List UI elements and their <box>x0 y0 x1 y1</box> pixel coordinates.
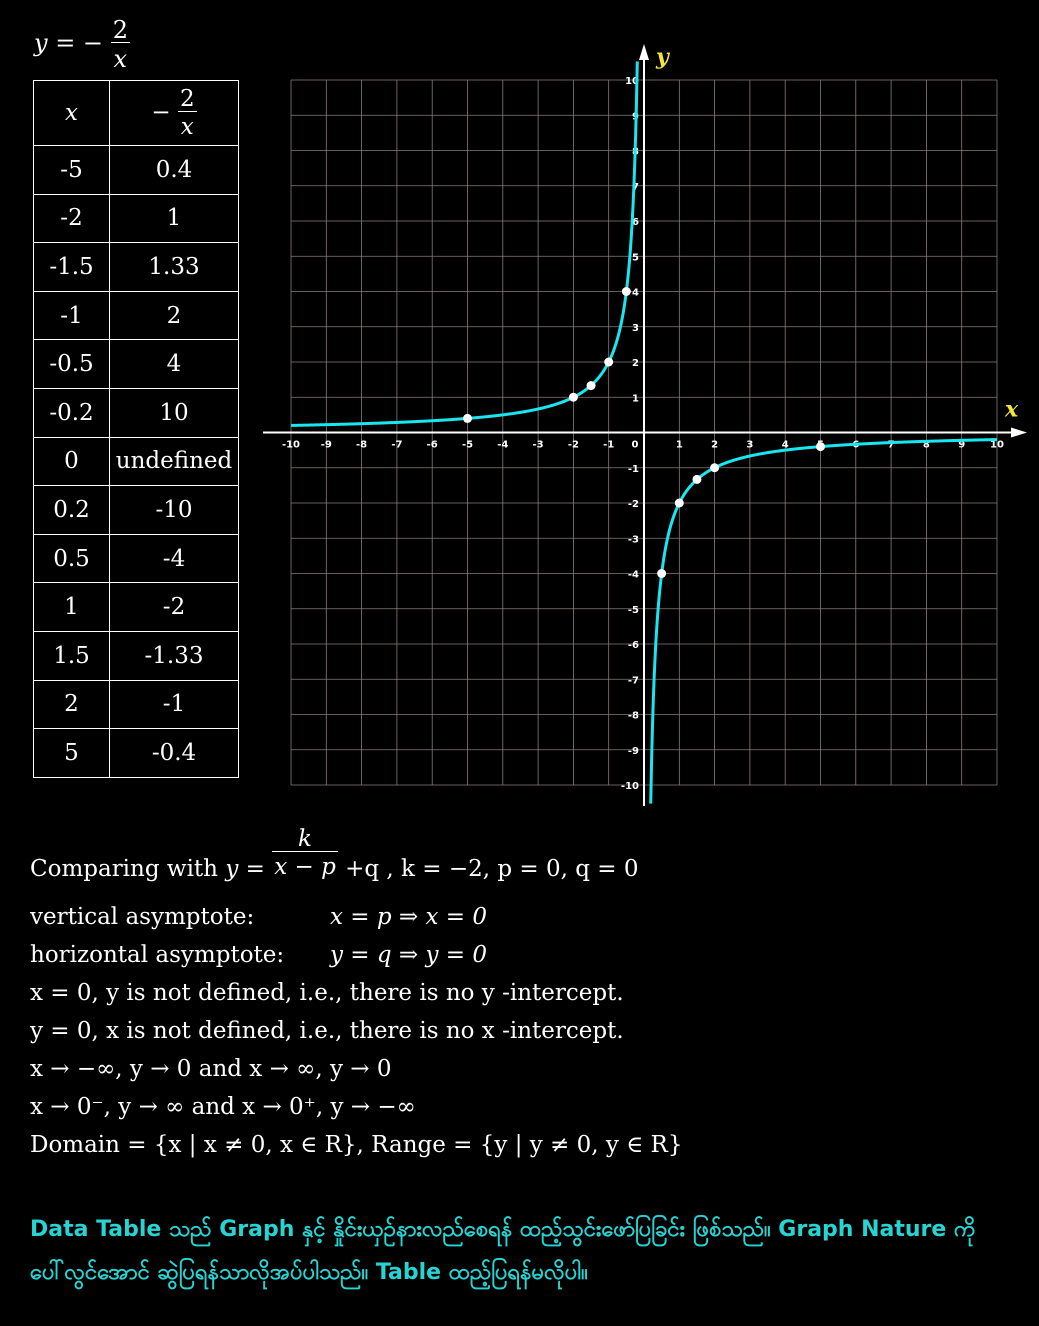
x-tick-label: 2 <box>711 439 719 451</box>
title-fraction <box>111 18 130 71</box>
horizontal-asymptote-line <box>30 942 488 968</box>
cell-x: 5 <box>34 729 110 778</box>
x-tick-label: -7 <box>391 439 403 451</box>
y-tick-label: 10 <box>625 76 639 87</box>
axes <box>263 44 1027 806</box>
y-tick-label: 5 <box>632 252 639 264</box>
cell-y: -4 <box>110 534 239 583</box>
curve-right-branch <box>651 440 997 804</box>
curve-left-branch <box>291 61 637 425</box>
x-tick-label: -3 <box>532 439 544 451</box>
title-numerator: 2 <box>112 16 128 44</box>
header-fx-sign: − <box>151 99 171 125</box>
cell-x: 0 <box>34 437 110 486</box>
cell-x: -0.2 <box>34 388 110 437</box>
cell-y: 1.33 <box>110 243 239 292</box>
cell-x: -1 <box>34 291 110 340</box>
ha-value: y = q ⇒ y = 0 <box>330 942 488 968</box>
table-row <box>34 729 239 778</box>
header-fx-numerator: 2 <box>179 85 195 112</box>
va-label: vertical asymptote: <box>30 904 255 930</box>
cell-y: -10 <box>110 486 239 535</box>
x-tick-label: 6 <box>852 439 860 451</box>
function-title <box>34 18 130 71</box>
comparing-y: y = <box>225 855 265 882</box>
cell-y: 1 <box>110 194 239 243</box>
cell-y: 4 <box>110 340 239 389</box>
comparing-line <box>30 828 639 888</box>
comparing-fraction <box>272 828 338 879</box>
y-tick-label: -7 <box>627 675 639 687</box>
x-tick-label: -6 <box>426 439 438 451</box>
y-tick-label: -1 <box>627 463 639 475</box>
ha-label: horizontal asymptote: <box>30 942 285 968</box>
x-axis-label: x <box>1005 396 1019 423</box>
function-graph <box>255 38 1035 810</box>
x-tick-label: -2 <box>567 439 579 451</box>
header-fx-denominator: x <box>178 111 197 139</box>
cell-y: undefined <box>110 437 239 486</box>
va-value: x = p ⇒ x = 0 <box>330 904 487 930</box>
table-row <box>34 243 239 292</box>
y-tick-label: 9 <box>632 111 639 123</box>
x-tick-label: -9 <box>320 439 332 451</box>
y-tick-label: -3 <box>627 534 639 546</box>
y-tick-label: 2 <box>632 358 639 369</box>
cell-y: 0.4 <box>110 146 239 195</box>
header-fx-fraction <box>178 85 197 140</box>
y-tick-label: 1 <box>632 393 639 405</box>
cell-x: -5 <box>34 146 110 195</box>
cell-x: -0.5 <box>34 340 110 389</box>
x-tick-label: -5 <box>461 439 474 451</box>
x-tick-label: -8 <box>356 439 368 451</box>
x-tick-label: -10 <box>281 439 301 451</box>
x-tick-label: 9 <box>958 439 966 451</box>
table-row <box>34 486 239 535</box>
cell-x: 2 <box>34 680 110 729</box>
cell-y: -2 <box>110 583 239 632</box>
cell-y: -0.4 <box>110 729 239 778</box>
y-tick-label: -10 <box>620 781 639 792</box>
data-point <box>587 381 596 390</box>
cell-y: 2 <box>110 291 239 340</box>
data-point <box>816 442 825 451</box>
x-tick-label: 7 <box>887 439 895 451</box>
x-tick-label: -1 <box>603 439 615 451</box>
x-tick-label: 3 <box>746 439 754 451</box>
y-axis-label: y <box>656 44 669 70</box>
table-row <box>34 146 239 195</box>
data-point <box>710 463 719 472</box>
x-tick-label: 8 <box>922 439 930 451</box>
y-tick-label: 6 <box>632 217 639 228</box>
x-tick-label: 0 <box>631 439 639 451</box>
table-row <box>34 437 239 486</box>
cell-y: 10 <box>110 388 239 437</box>
x-tick-label: 1 <box>675 439 683 451</box>
comparing-suffix: +q , k = −2, p = 0, q = 0 <box>345 855 639 882</box>
y-tick-label: -8 <box>627 710 639 722</box>
table-row <box>34 631 239 680</box>
footer-line-1: Data Table သည် Graph နှင့် နှိုင်းယှဉ်နားလည်စေရန် ထည့်သွင်းဖော်ပြခြင်း ဖြစ်သည်။ Graph Nature ကို <box>30 1217 976 1242</box>
limits-zero-line: x → 0⁻, y → ∞ and x → 0⁺, y → −∞ <box>30 1094 416 1120</box>
comparing-denominator: x − p <box>272 851 338 879</box>
cell-x: 0.2 <box>34 486 110 535</box>
y-tick-label: -9 <box>627 745 639 757</box>
data-point <box>622 287 631 296</box>
limits-infinity-line: x → −∞, y → 0 and x → ∞, y → 0 <box>30 1056 392 1082</box>
data-point <box>569 393 578 402</box>
cell-x: 0.5 <box>34 534 110 583</box>
x-tick-label: 10 <box>990 439 1004 451</box>
y-intercept-line: x = 0, y is not defined, i.e., there is no y -intercept. <box>30 980 624 1006</box>
data-point <box>675 499 684 508</box>
table-row <box>34 340 239 389</box>
x-intercept-line: y = 0, x is not defined, i.e., there is no x -intercept. <box>30 1018 624 1044</box>
vertical-asymptote-line <box>30 904 487 930</box>
data-point <box>604 358 613 367</box>
data-point <box>463 414 472 423</box>
footer-note <box>30 1208 1020 1294</box>
table-row <box>34 291 239 340</box>
table-row <box>34 583 239 632</box>
y-axis-arrow <box>639 44 649 60</box>
table-row <box>34 680 239 729</box>
y-tick-label: -2 <box>627 499 639 510</box>
x-tick-label: -4 <box>497 439 509 451</box>
title-denominator: x <box>111 42 130 71</box>
cell-x: -1.5 <box>34 243 110 292</box>
y-tick-label: -5 <box>627 604 639 616</box>
table-row <box>34 388 239 437</box>
y-tick-label: 8 <box>632 146 639 158</box>
domain-range-line: Domain = {x | x ≠ 0, x ∈ R}, Range = {y | y ≠ 0, y ∈ R} <box>30 1132 683 1158</box>
value-table <box>33 80 239 778</box>
table-row <box>34 534 239 583</box>
x-tick-label: 4 <box>781 439 789 451</box>
tick-labels <box>282 76 1004 792</box>
cell-x: -2 <box>34 194 110 243</box>
y-tick-label: -4 <box>627 569 639 581</box>
data-point <box>692 475 701 484</box>
cell-x: 1 <box>34 583 110 632</box>
table-row <box>34 194 239 243</box>
header-fx <box>110 81 239 146</box>
y-tick-label: 3 <box>632 322 639 334</box>
comparing-prefix: Comparing with <box>30 855 218 882</box>
title-lhs: y = − <box>34 29 104 57</box>
cell-y: -1.33 <box>110 631 239 680</box>
x-axis-arrow <box>1011 428 1027 438</box>
cell-x: 1.5 <box>34 631 110 680</box>
header-x: x <box>34 81 110 146</box>
y-tick-label: 7 <box>632 181 639 193</box>
comparing-numerator: k <box>298 826 312 852</box>
footer-line-2: ပေါ်လွင်အောင် ဆွဲပြရန်သာလိုအပ်ပါသည်။ Table ထည့်ပြရန်မလိုပါ။ <box>30 1260 588 1285</box>
y-tick-label: -6 <box>627 640 639 651</box>
data-point <box>657 569 666 578</box>
y-tick-label: 4 <box>632 287 639 299</box>
table-header-row <box>34 81 239 146</box>
cell-y: -1 <box>110 680 239 729</box>
